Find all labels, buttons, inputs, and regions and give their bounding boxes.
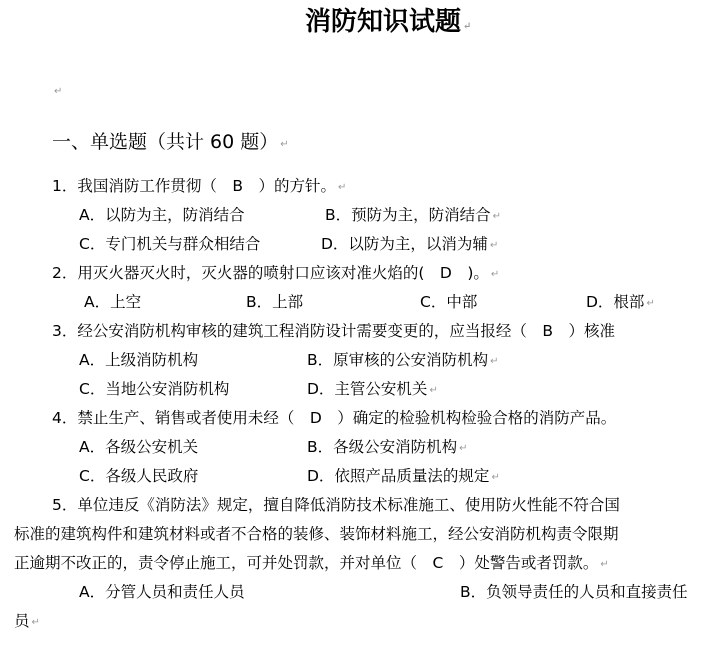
question-stem-text: 正逾期不改正的，责令停止施工，可并处罚款，并对单位（ C ）处警告或者罚款。 <box>14 554 599 572</box>
question-stem <box>52 263 499 285</box>
option-d <box>307 379 438 401</box>
empty-paragraph <box>52 80 62 102</box>
paragraph-mark: ↵ <box>600 559 609 570</box>
paragraph-mark: ↵ <box>489 240 499 251</box>
option-text: B．各级公安消防机构 <box>307 438 458 456</box>
option-c: C．当地公安消防机构 <box>79 380 230 398</box>
paragraph-mark: ↵ <box>280 139 289 150</box>
option-b <box>307 437 468 459</box>
option-text: 员 <box>14 612 30 630</box>
paragraph-mark: ↵ <box>492 211 502 222</box>
title-text: 消防知识试题 <box>305 7 462 37</box>
option-text: B．原审核的公安消防机构 <box>307 351 489 369</box>
paragraph-mark: ↵ <box>491 472 500 483</box>
question-stem-line: 标准的建筑构件和建筑材料或者不合格的装修、装饰材料施工，经公安消防机构责令限期 <box>14 525 619 543</box>
option-text: D．根部 <box>586 293 645 311</box>
question-stem: 4．禁止生产、销售或者使用未经（ D ）确定的检验机构检验合格的消防产品。 <box>52 409 617 427</box>
section-heading <box>52 130 289 157</box>
question-stem-line <box>14 553 609 575</box>
option-a: A．分管人员和责任人员 <box>79 583 245 601</box>
option-c: C．各级人民政府 <box>79 467 199 485</box>
option-a: A．上级消防机构 <box>79 351 199 369</box>
option-b <box>307 350 499 372</box>
option-c: C．中部 <box>420 293 478 311</box>
paragraph-mark: ↵ <box>31 617 40 628</box>
paragraph-mark: ↵ <box>490 356 499 367</box>
option-a: A．各级公安机关 <box>79 438 199 456</box>
option-a: A．以防为主，防消结合 <box>79 206 245 224</box>
paragraph-mark: ↵ <box>463 21 472 32</box>
option-d <box>307 466 500 488</box>
option-text: D．主管公安机关 <box>307 380 428 398</box>
option-d <box>586 292 655 314</box>
paragraph-mark: ↵ <box>54 86 63 97</box>
question-stem-text: 1．我国消防工作贯彻（ B ）的方针。 <box>52 177 336 195</box>
document-title <box>305 6 471 43</box>
paragraph-mark: ↵ <box>459 443 468 454</box>
paragraph-mark: ↵ <box>338 182 347 193</box>
paragraph-mark: ↵ <box>490 269 500 280</box>
question-stem-text: 2．用灭火器灭火时，灭火器的喷射口应该对准火焰的( D )。 <box>52 264 489 282</box>
option-c: C．专门机关与群众相结合 <box>79 235 261 253</box>
option-b: B．上部 <box>246 293 304 311</box>
question-stem-line: 5．单位违反《消防法》规定，擅自降低消防技术标准施工、使用防火性能不符合国 <box>52 496 620 514</box>
option-text: D．依照产品质量法的规定 <box>307 467 490 485</box>
option-a: A．上空 <box>84 293 142 311</box>
section-heading-text: 一、单选题（共计 60 题） <box>52 131 279 153</box>
option-b-continuation <box>14 611 40 633</box>
option-text: D．以防为主，以消为辅 <box>321 235 488 253</box>
paragraph-mark: ↵ <box>646 298 655 309</box>
option-b: B．负领导责任的人员和直接责任 <box>460 583 688 601</box>
question-stem: 3．经公安消防机构审核的建筑工程消防设计需要变更的，应当报经（ B ）核准 <box>52 322 615 340</box>
option-text: B．预防为主，防消结合 <box>325 206 491 224</box>
option-b <box>325 205 501 227</box>
paragraph-mark: ↵ <box>429 385 438 396</box>
question-stem <box>52 176 346 198</box>
option-d <box>321 234 498 256</box>
